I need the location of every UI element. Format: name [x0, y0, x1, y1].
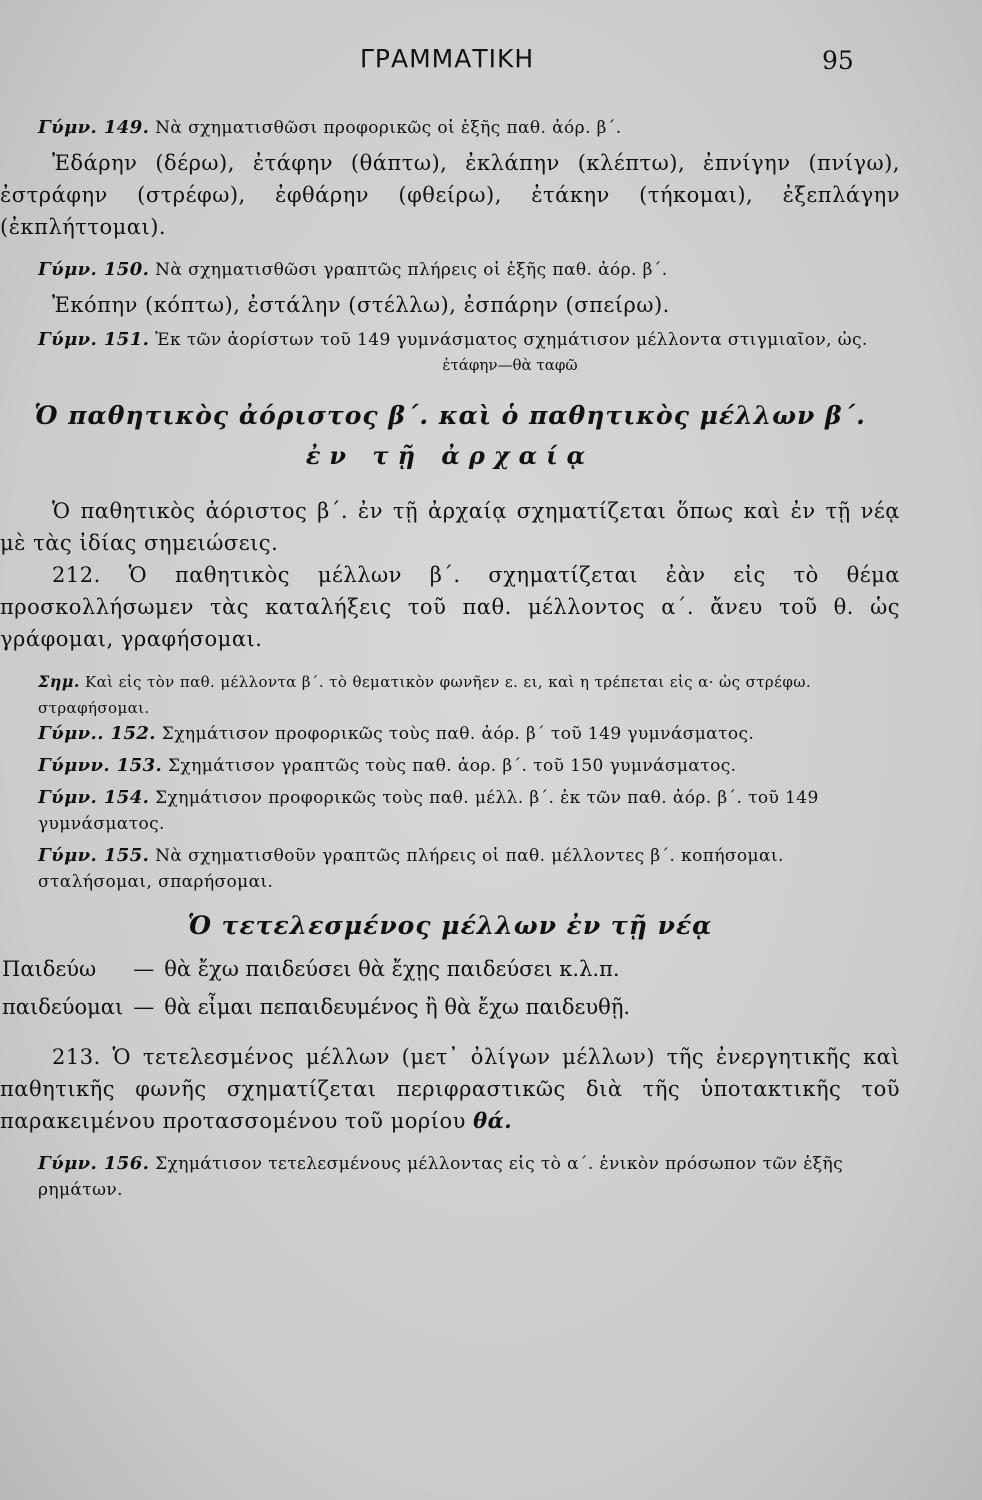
paradigm-forms: θὰ ἔχω παιδεύσει θὰ ἔχῃς παιδεύσει κ.λ.π. — [164, 957, 620, 981]
exercise-text: Σχημάτισον τετελεσμένους μέλλοντας εἰς τὸ α΄. ἑνικὸν πρόσωπον τῶν ἑξῆς ρημάτων. — [38, 1154, 844, 1200]
exercise-text: Νὰ σχηματισθοῦν γραπτῶς πλήρεις οἱ παθ. μέλλοντες β΄. κοπήσομαι. σταλήσομαι, σπαρήσομαι. — [38, 846, 784, 892]
exercise-label: Γύμν. 150. — [38, 259, 150, 280]
paradigm-dash: — — [133, 957, 155, 981]
exercise-label: Γύμν. 154. — [38, 787, 150, 808]
exercise-155-instruction — [0, 843, 900, 895]
paradigm-row — [2, 951, 638, 987]
exercise-151-instruction — [0, 327, 900, 353]
exercise-150-instruction — [0, 257, 900, 283]
exercise-150-words: Ἐκόπην (κόπτω), ἐστάλην (στέλλω), ἐσπάρην (σπείρω). — [52, 293, 670, 317]
exercise-text: Νὰ σχηματισθῶσι γραπτῶς πλήρεις οἱ ἑξῆς παθ. ἀόρ. β΄. — [155, 260, 668, 280]
paradigm-table — [0, 949, 640, 1027]
note — [0, 669, 900, 721]
particle-tha: θά. — [473, 1108, 513, 1133]
exercise-text: Σχημάτισον γραπτῶς τοὺς παθ. ἀορ. β΄. τοῦ 150 γυμνάσματος. — [168, 756, 737, 776]
exercise-154-instruction — [0, 785, 900, 837]
exercise-152-instruction — [0, 721, 900, 747]
page-number: 95 — [822, 46, 854, 75]
running-title: ΓΡΑΜΜΑΤΙΚΗ — [360, 44, 535, 73]
exercise-149-words: Ἐδάρην (δέρω), ἐτάφην (θάπτω), ἐκλάπην (κλέπτω), ἐπνίγην (πνίγω), ἐστράφην (στρέφω), ἐφθάρην (φθείρω), ἐτάκην (τήκομαι), ἐξεπλάγην (ἐκπλήττομαι). — [0, 151, 900, 239]
exercise-156-instruction — [0, 1151, 900, 1203]
exercise-text: Ἐκ τῶν ἀορίστων τοῦ 149 γυμνάσματος σχημάτισον μέλλοντα στιγμιαῖον, ὡς. — [155, 330, 868, 350]
exercise-text: Σχημάτισον προφορικῶς τοὺς παθ. ἀόρ. β΄ τοῦ 149 γυμνάσματος. — [161, 724, 755, 744]
exercise-149-instruction — [0, 115, 900, 141]
page-header — [0, 44, 982, 84]
paragraph-213 — [0, 1041, 900, 1137]
paragraph-aorist: Ὁ παθητικὸς ἀόριστος β΄. ἐν τῇ ἀρχαίᾳ σχηματίζεται ὅπως καὶ ἐν τῇ νέᾳ μὲ τὰς ἰδίας σημειώσεις. — [0, 499, 900, 555]
section-subheading: ἐν τῇ ἀρχαίᾳ — [305, 441, 595, 470]
section-heading-future-perfect: Ὁ τετελεσμένος μέλλων ἐν τῇ νέᾳ — [187, 911, 713, 940]
exercise-text: Νὰ σχηματισθῶσι προφορικῶς οἱ ἑξῆς παθ. ἀόρ. β΄. — [155, 118, 622, 138]
paradigm-forms: θὰ εἶμαι πεπαιδευμένος ἢ θὰ ἔχω παιδευθῇ. — [164, 995, 631, 1019]
exercise-text: Σχημάτισον προφορικῶς τοὺς παθ. μέλλ. β΄. ἐκ τῶν παθ. ἀόρ. β΄. τοῦ 149 γυμνάσματος. — [38, 788, 819, 834]
paradigm-row — [2, 989, 638, 1025]
note-text: Καὶ εἰς τὸν παθ. μέλλοντα β΄. τὸ θεματικὸν φωνῆεν ε. ει, καὶ η τρέπεται εἰς α· ὡς στρέφω. στραφήσομαι. — [38, 673, 812, 717]
exercise-label: Γύμν. 155. — [38, 845, 150, 866]
paradigm-verb: Παιδεύω — [2, 957, 97, 981]
paragraph-213-text: 213. Ὁ τετελεσμένος μέλλων (μετ᾽ ὀλίγων μέλλων) τῆς ἐνεργητικῆς καὶ παθητικῆς φωνῆς σχηματίζεται περιφραστικῶς διὰ τῆς ὑποτακτικῆς τοῦ παρακειμένου προτασσομένου τοῦ μορίου — [0, 1045, 900, 1133]
section-heading-aorist-b: Ὁ παθητικὸς ἀόριστος β΄. καὶ ὁ παθητικὸς μέλλων β΄. — [34, 401, 866, 430]
exercise-label: Γύμν.. 152. — [38, 723, 156, 744]
note-label: Σημ. — [38, 672, 80, 691]
paradigm-verb: παιδεύομαι — [2, 995, 124, 1019]
exercise-label: Γύμν. 151. — [38, 329, 150, 350]
exercise-label: Γύμν. 156. — [38, 1153, 150, 1174]
exercise-label: Γύμνν. 153. — [38, 755, 163, 776]
paragraph-212: 212. Ὁ παθητικὸς μέλλων β΄. σχηματίζεται ἐὰν εἰς τὸ θέμα προσκολλήσωμεν τὰς καταλήξεις τοῦ παθ. μέλλοντος α΄. ἄνευ τοῦ θ. ὡς γράφομαι, γραφήσομαι. — [0, 563, 900, 651]
page-content — [0, 115, 900, 1203]
exercise-151-example: ἐτάφην—θὰ ταφῶ — [442, 356, 578, 374]
exercise-label: Γύμν. 149. — [38, 117, 150, 138]
exercise-153-instruction — [0, 753, 900, 779]
paradigm-dash: — — [133, 995, 155, 1019]
